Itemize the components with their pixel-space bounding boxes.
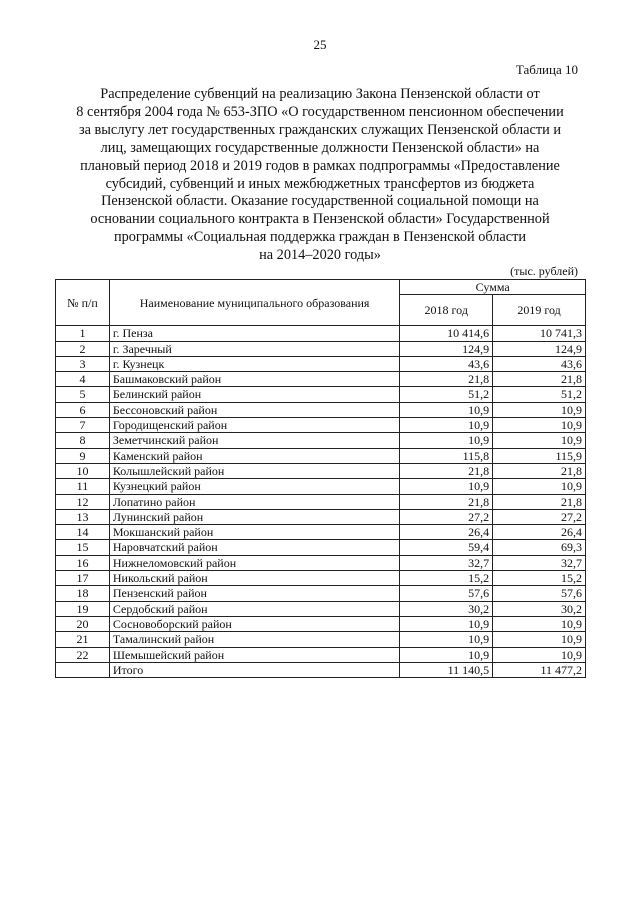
amount-2019: 10,9 <box>493 479 586 494</box>
table-row <box>56 418 586 433</box>
row-number: 4 <box>56 372 110 387</box>
row-number: 3 <box>56 356 110 371</box>
municipality-name: Земетчинский район <box>109 433 399 448</box>
table-row <box>56 555 586 570</box>
table-row <box>56 601 586 616</box>
row-number: 10 <box>56 463 110 478</box>
amount-2019: 21,8 <box>493 463 586 478</box>
amount-2019: 11 477,2 <box>493 662 586 677</box>
title-line: на 2014–2020 годы» <box>259 247 381 264</box>
subsidy-table <box>55 279 586 678</box>
row-number: 9 <box>56 448 110 463</box>
amount-2019: 69,3 <box>493 540 586 555</box>
amount-2018: 21,8 <box>400 463 493 478</box>
municipality-name: Каменский район <box>109 448 399 463</box>
table-row <box>56 356 586 371</box>
title-line: основании социального контракта в Пензенской области» Государственной <box>90 211 550 228</box>
amount-2018: 21,8 <box>400 494 493 509</box>
municipality-name: Башмаковский район <box>109 372 399 387</box>
row-number <box>56 662 110 677</box>
title-line: субсидий, субвенций и иных межбюджетных трансфертов из бюджета <box>105 175 535 192</box>
table-row <box>56 463 586 478</box>
table-row <box>56 525 586 540</box>
amount-2019: 15,2 <box>493 571 586 586</box>
municipality-name: Белинский район <box>109 387 399 402</box>
municipality-name: Пензенский район <box>109 586 399 601</box>
municipality-name: Шемышейский район <box>109 647 399 662</box>
column-header-num: № п/п <box>56 280 110 326</box>
amount-2018: 43,6 <box>400 356 493 371</box>
row-number: 14 <box>56 525 110 540</box>
row-number: 16 <box>56 555 110 570</box>
row-number: 7 <box>56 418 110 433</box>
municipality-name: Лопатино район <box>109 494 399 509</box>
municipality-name: Сосновоборский район <box>109 616 399 631</box>
municipality-name: Городищенский район <box>109 418 399 433</box>
municipality-name: Сердобский район <box>109 601 399 616</box>
municipality-name: Колышлейский район <box>109 463 399 478</box>
amount-2018: 57,6 <box>400 586 493 601</box>
table-body <box>56 326 586 678</box>
table-row <box>56 616 586 631</box>
table-row <box>56 509 586 524</box>
row-number: 2 <box>56 341 110 356</box>
amount-2019: 26,4 <box>493 525 586 540</box>
municipality-name: Лунинский район <box>109 509 399 524</box>
title-line: плановый период 2018 и 2019 годов в рамках подпрограммы «Предоставление <box>80 157 560 174</box>
amount-2019: 51,2 <box>493 387 586 402</box>
amount-2018: 10,9 <box>400 632 493 647</box>
column-header-sum: Сумма <box>400 280 586 295</box>
amount-2019: 10,9 <box>493 418 586 433</box>
municipality-name: г. Пенза <box>109 326 399 341</box>
document-title <box>65 86 575 265</box>
amount-2018: 51,2 <box>400 387 493 402</box>
amount-2018: 15,2 <box>400 571 493 586</box>
amount-2019: 115,9 <box>493 448 586 463</box>
amount-2019: 21,8 <box>493 372 586 387</box>
table-row <box>56 387 586 402</box>
units-note: (тыс. рублей) <box>510 264 578 278</box>
amount-2018: 124,9 <box>400 341 493 356</box>
amount-2018: 59,4 <box>400 540 493 555</box>
amount-2019: 10,9 <box>493 433 586 448</box>
amount-2019: 10,9 <box>493 632 586 647</box>
municipality-name: Нижнеломовский район <box>109 555 399 570</box>
municipality-name: г. Заречный <box>109 341 399 356</box>
row-number: 17 <box>56 571 110 586</box>
row-number: 6 <box>56 402 110 417</box>
row-number: 12 <box>56 494 110 509</box>
amount-2018: 27,2 <box>400 509 493 524</box>
amount-2018: 10 414,6 <box>400 326 493 341</box>
table-row <box>56 402 586 417</box>
amount-2018: 10,9 <box>400 418 493 433</box>
municipality-name: Мокшанский район <box>109 525 399 540</box>
title-line: за выслугу лет государственных гражданских служащих Пензенской области и <box>78 121 561 138</box>
amount-2018: 32,7 <box>400 555 493 570</box>
municipality-name: г. Кузнецк <box>109 356 399 371</box>
municipality-name: Бессоновский район <box>109 402 399 417</box>
amount-2019: 21,8 <box>493 494 586 509</box>
table-label: Таблица 10 <box>515 62 578 77</box>
amount-2018: 21,8 <box>400 372 493 387</box>
amount-2019: 10,9 <box>493 647 586 662</box>
amount-2018: 10,9 <box>400 647 493 662</box>
column-header-name: Наименование муниципального образования <box>109 280 399 326</box>
amount-2019: 27,2 <box>493 509 586 524</box>
municipality-name: Кузнецкий район <box>109 479 399 494</box>
amount-2018: 11 140,5 <box>400 662 493 677</box>
row-number: 1 <box>56 326 110 341</box>
table-row <box>56 341 586 356</box>
amount-2018: 10,9 <box>400 479 493 494</box>
column-header-2019: 2019 год <box>493 295 586 326</box>
amount-2019: 43,6 <box>493 356 586 371</box>
row-number: 21 <box>56 632 110 647</box>
table-row <box>56 326 586 341</box>
amount-2018: 10,9 <box>400 402 493 417</box>
amount-2018: 10,9 <box>400 616 493 631</box>
amount-2019: 10,9 <box>493 402 586 417</box>
table-row <box>56 433 586 448</box>
table-row <box>56 479 586 494</box>
municipality-name: Наровчатский район <box>109 540 399 555</box>
amount-2019: 10,9 <box>493 616 586 631</box>
page-number: 25 <box>313 37 327 52</box>
table-row <box>56 647 586 662</box>
table-row <box>56 586 586 601</box>
table-row <box>56 540 586 555</box>
row-number: 22 <box>56 647 110 662</box>
amount-2019: 10 741,3 <box>493 326 586 341</box>
amount-2019: 124,9 <box>493 341 586 356</box>
table-row <box>56 494 586 509</box>
table-total-row <box>56 662 586 677</box>
row-number: 5 <box>56 387 110 402</box>
row-number: 15 <box>56 540 110 555</box>
row-number: 20 <box>56 616 110 631</box>
amount-2018: 115,8 <box>400 448 493 463</box>
row-number: 11 <box>56 479 110 494</box>
amount-2019: 32,7 <box>493 555 586 570</box>
row-number: 19 <box>56 601 110 616</box>
table-row <box>56 571 586 586</box>
table-row <box>56 448 586 463</box>
row-number: 8 <box>56 433 110 448</box>
municipality-name: Тамалинский район <box>109 632 399 647</box>
table-header <box>56 280 586 326</box>
row-number: 13 <box>56 509 110 524</box>
amount-2018: 26,4 <box>400 525 493 540</box>
title-line: лиц, замещающих государственные должности Пензенской области» на <box>100 139 540 156</box>
amount-2018: 30,2 <box>400 601 493 616</box>
title-line: Распределение субвенций на реализацию Закона Пензенской области от <box>100 86 540 102</box>
title-line: 8 сентября 2004 года № 653-ЗПО «О государственном пенсионном обеспечении <box>76 103 564 120</box>
column-header-2018: 2018 год <box>400 295 493 326</box>
title-line: Пензенской области. Оказание государственной социальной помощи на <box>101 193 539 210</box>
table-row <box>56 372 586 387</box>
title-line: программы «Социальная поддержка граждан в Пензенской области <box>113 229 527 246</box>
municipality-name: Никольский район <box>109 571 399 586</box>
amount-2018: 10,9 <box>400 433 493 448</box>
table-row <box>56 632 586 647</box>
municipality-name: Итого <box>109 662 399 677</box>
row-number: 18 <box>56 586 110 601</box>
amount-2019: 30,2 <box>493 601 586 616</box>
amount-2019: 57,6 <box>493 586 586 601</box>
